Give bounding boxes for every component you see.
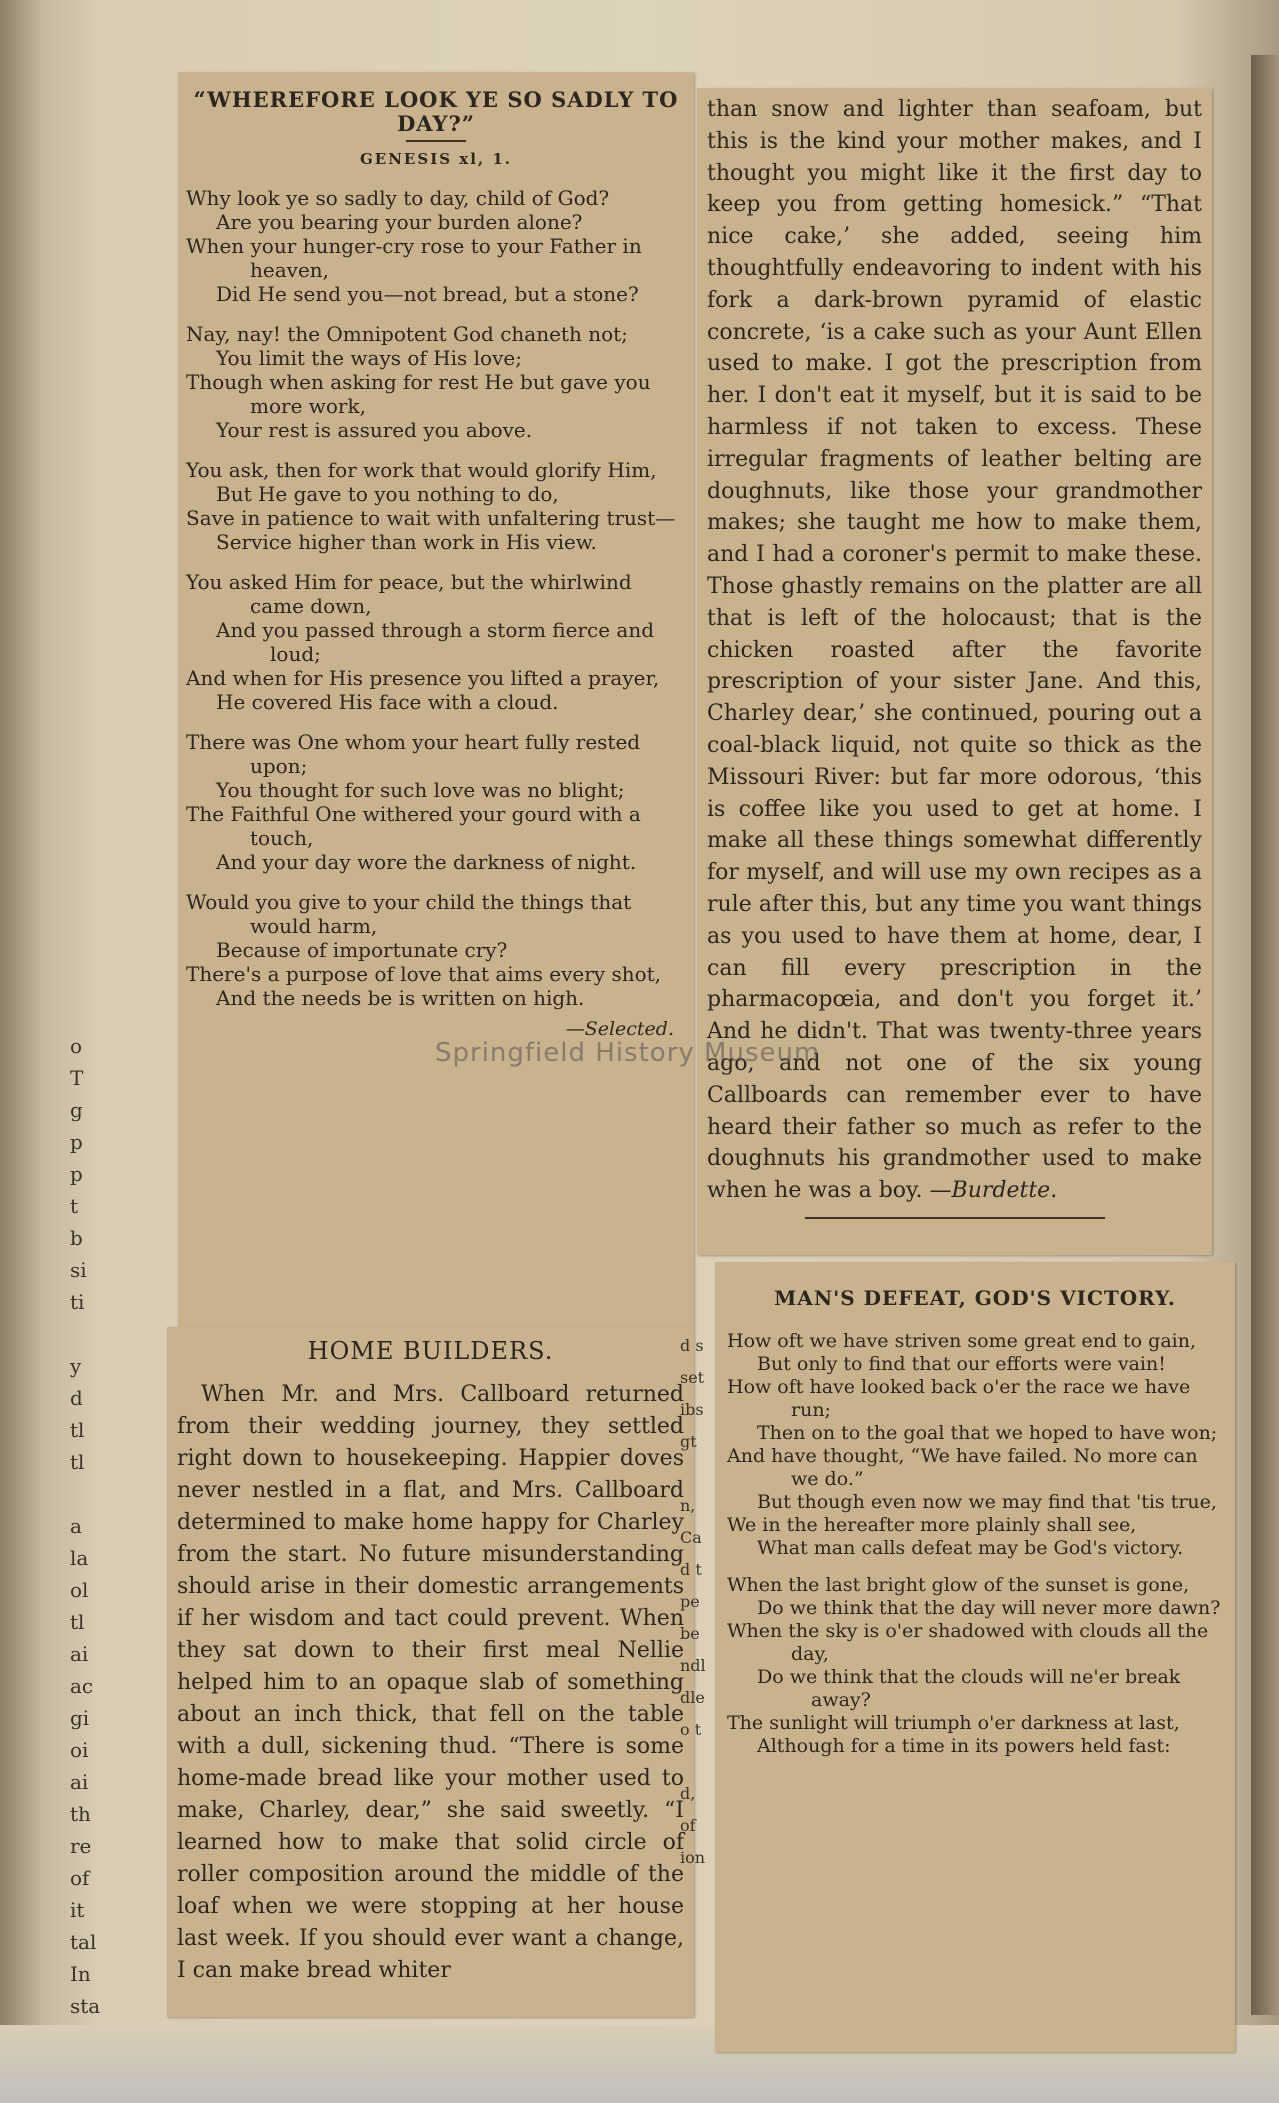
- text-fragment: re: [70, 1834, 92, 1858]
- clipping-home-builders: [167, 1327, 694, 2017]
- text-fragment: tal: [70, 1930, 97, 1954]
- poem-line: And the needs be is written on high.: [216, 986, 585, 1010]
- text-fragment: p: [70, 1162, 83, 1186]
- text-fragment: d s: [680, 1336, 704, 1355]
- poem-line: Then on to the goal that we hoped to have won;: [757, 1422, 1218, 1444]
- text-fragment: tl: [70, 1450, 85, 1474]
- poem-line: And you passed through a storm fierce and loud;: [216, 618, 654, 666]
- poem-body: [715, 1330, 1235, 1758]
- text-fragment: [680, 1746, 715, 1778]
- text-fragment: o: [70, 1034, 83, 1058]
- clipping-poem-victory: [715, 1262, 1235, 2052]
- poem-line: When your hunger-cry rose to your Father in heaven,: [186, 234, 642, 282]
- page-edge: [1251, 55, 1279, 2015]
- poem-line: He covered His face with a cloud.: [216, 690, 559, 714]
- poem-signature: —Selected.: [565, 1018, 674, 1040]
- text-fragment: ion: [680, 1848, 706, 1867]
- text-fragment: p: [70, 1130, 83, 1154]
- text-fragment: oi: [70, 1738, 89, 1762]
- poem-line: When the last bright glow of the sunset is gone,: [727, 1574, 1190, 1596]
- underlying-fragments: [680, 1330, 715, 1867]
- text-fragment: t: [70, 1194, 79, 1218]
- text-fragment: ibs: [680, 1400, 704, 1419]
- text-fragment: y: [70, 1354, 82, 1378]
- poem-line: Why look ye so sadly to day, child of God?: [186, 186, 610, 210]
- poem-line: Though when asking for rest He but gave you more work,: [186, 370, 651, 418]
- poem-line: Save in patience to wait with unfaltering trust—: [186, 506, 676, 530]
- text-fragment: [70, 1478, 100, 1510]
- poem-line: Would you give to your child the things that would harm,: [186, 890, 632, 938]
- text-fragment: d: [70, 1386, 83, 1410]
- poem-line: The sunlight will triumph o'er darkness at last,: [727, 1712, 1180, 1734]
- poem-line: We in the hereafter more plainly shall see,: [727, 1514, 1137, 1536]
- text-fragment: dle: [680, 1688, 705, 1707]
- poem-line: Do we think that the day will never more dawn?: [757, 1597, 1221, 1619]
- text-fragment: ndl: [680, 1656, 706, 1675]
- text-fragment: Ca: [680, 1528, 702, 1547]
- text-fragment: tl: [70, 1610, 85, 1634]
- poem-line: Are you bearing your burden alone?: [216, 210, 583, 234]
- poem-stanza: [186, 570, 686, 714]
- text-fragment: d t: [680, 1560, 702, 1579]
- poem-stanza: [186, 322, 686, 442]
- text-fragment: In: [70, 1962, 91, 1986]
- watermark: Springfield History Museum: [435, 1038, 821, 1068]
- text-fragment: ti: [70, 1290, 85, 1314]
- poem-line: But only to find that our efforts were vain!: [757, 1353, 1166, 1375]
- text-fragment: si: [70, 1258, 87, 1282]
- text-fragment: a: [70, 1514, 82, 1538]
- poem-stanza: [727, 1574, 1223, 1758]
- article-byline: —Burdette.: [929, 1178, 1058, 1204]
- poem-line: There was One whom your heart fully rested upon;: [186, 730, 641, 778]
- poem-line: You ask, then for work that would glorify Him,: [186, 458, 657, 482]
- poem-line: How oft have looked back o'er the race we have run;: [727, 1376, 1191, 1421]
- margin-fragments: [70, 1030, 100, 2022]
- poem-line: But He gave to you nothing to do,: [216, 482, 559, 506]
- poem-stanza: [186, 186, 686, 306]
- poem-reference: GENESIS xl, 1.: [359, 150, 513, 168]
- text-fragment: d,: [680, 1784, 696, 1803]
- text-fragment: gi: [70, 1706, 90, 1730]
- poem-line: How oft we have striven some great end to gain,: [727, 1330, 1197, 1352]
- poem-stanza: [186, 458, 686, 554]
- text-fragment: it: [70, 1898, 85, 1922]
- text-fragment: [70, 1318, 100, 1350]
- text-fragment: of: [70, 1866, 90, 1890]
- poem-line: Nay, nay! the Omnipotent God chaneth not;: [186, 322, 628, 346]
- poem-line: There's a purpose of love that aims every shot,: [186, 962, 662, 986]
- clipping-home-builders-continued: [697, 88, 1212, 1255]
- text-fragment: ac: [70, 1674, 94, 1698]
- text-fragment: n,: [680, 1496, 696, 1515]
- text-fragment: ai: [70, 1642, 89, 1666]
- text-fragment: T: [70, 1066, 84, 1090]
- poem-line: And your day wore the darkness of night.: [216, 850, 637, 874]
- poem-body: [178, 186, 694, 1010]
- article-body-left: [177, 1379, 684, 1987]
- poem-line: The Faithful One withered your gourd with a touch,: [186, 802, 641, 850]
- article-end-rule: [805, 1217, 1105, 1219]
- poem-line: Although for a time in its powers held fast:: [757, 1735, 1171, 1757]
- poem-title: “WHEREFORE LOOK YE SO SADLY TO DAY?”: [193, 87, 679, 136]
- poem-line: When the sky is o'er shadowed with clouds all the day,: [727, 1620, 1209, 1665]
- text-fragment: tl: [70, 1418, 85, 1442]
- poem-stanza: [186, 890, 686, 1010]
- poem-line: Service higher than work in His view.: [216, 530, 597, 554]
- poem-line: What man calls defeat may be God's victory.: [757, 1537, 1184, 1559]
- text-fragment: pe: [680, 1592, 700, 1611]
- poem-line: Did He send you—not bread, but a stone?: [216, 282, 639, 306]
- poem-line: Because of importunate cry?: [216, 938, 508, 962]
- text-fragment: o t: [680, 1720, 702, 1739]
- poem-line: Your rest is assured you above.: [216, 418, 533, 442]
- text-fragment: be: [680, 1624, 700, 1643]
- text-fragment: b: [70, 1226, 83, 1250]
- text-fragment: ol: [70, 1578, 89, 1602]
- title-rule: [406, 140, 466, 142]
- poem-stanza: [186, 730, 686, 874]
- article-continuation: than snow and lighter than seafoam, but this is the kind your mother makes, and I thought you might like it the first day to keep you from getting homesick.” “That nice cake,’ she added, seeing him thoughtfully endeavoring to indent with his fork a dark-brown pyramid of elastic concrete, ‘is a cake such as your Aunt Ellen used to make. I got the prescription from her. I don't eat it myself, but it is said to be harmless if not taken to excess. These irregular fragments of leather belting are doughnuts, like those your grandmother makes; she taught me how to make them, and I had a coroner's permit to make these. Those ghastly remains on the platter are all that is left of the holocaust; that is the chicken roasted after the favorite prescription of your sister Jane. And this, Charley dear,’ she continued, pouring out a coal-black liquid, not quite so thick as the Missouri River: but far more odorous, ‘this is coffee like you used to get at home. I make all these things somewhat differently for myself, and will use my own recipes as a rule after this, but any time you want things as you used to have them at home, dear, I can fill every prescription in the pharmacopœia, and don't you forget it.’ And he didn't. That was twenty-three years ago, and not one of the six young Callboards can remember ever to have heard their father so much as refer to the doughnuts his grandmother used to make when he was a boy.: [707, 97, 1202, 1204]
- text-fragment: g: [70, 1098, 83, 1122]
- poem-line: Do we think that the clouds will ne'er break away?: [757, 1666, 1181, 1711]
- poem-stanza: [727, 1330, 1223, 1560]
- text-fragment: la: [70, 1546, 89, 1570]
- poem-title: MAN'S DEFEAT, GOD'S VICTORY.: [774, 1286, 1176, 1310]
- text-fragment: of: [680, 1816, 696, 1835]
- article-title: HOME BUILDERS.: [307, 1337, 554, 1365]
- text-fragment: ai: [70, 1770, 89, 1794]
- text-fragment: set: [680, 1368, 705, 1387]
- poem-line: You asked Him for peace, but the whirlwind came down,: [186, 570, 632, 618]
- article-paragraph: When Mr. and Mrs. Callboard returned from their wedding journey, they settled right down to housekeeping. Happier doves never nestled in a flat, and Mrs. Callboard determined to make home happy for Charley from the start. No future misunderstanding should arise in their domestic arrangements if her wisdom and tact could prevent. When they sat down to their first meal Nellie helped him to an opaque slab of something about an inch thick, that fell on the table with a dull, sickening thud. “There is some home-made bread like your mother used to make, Charley, dear,” she said sweetly. “I learned how to make that solid circle of roller composition around the middle of the loaf when we were stopping at her house last week. If you should ever want a change, I can make bread whiter: [177, 1382, 684, 1983]
- text-fragment: th: [70, 1802, 91, 1826]
- poem-line: And have thought, “We have failed. No more can we do.”: [727, 1445, 1198, 1490]
- text-fragment: [680, 1458, 715, 1490]
- poem-line: And when for His presence you lifted a prayer,: [186, 666, 660, 690]
- poem-line: You thought for such love was no blight;: [216, 778, 625, 802]
- text-fragment: sta: [70, 1994, 101, 2018]
- poem-line: You limit the ways of His love;: [216, 346, 522, 370]
- clipping-poem-sadly: [178, 72, 694, 1327]
- text-fragment: gt: [680, 1432, 697, 1451]
- poem-line: But though even now we may find that 'tis true,: [757, 1491, 1217, 1513]
